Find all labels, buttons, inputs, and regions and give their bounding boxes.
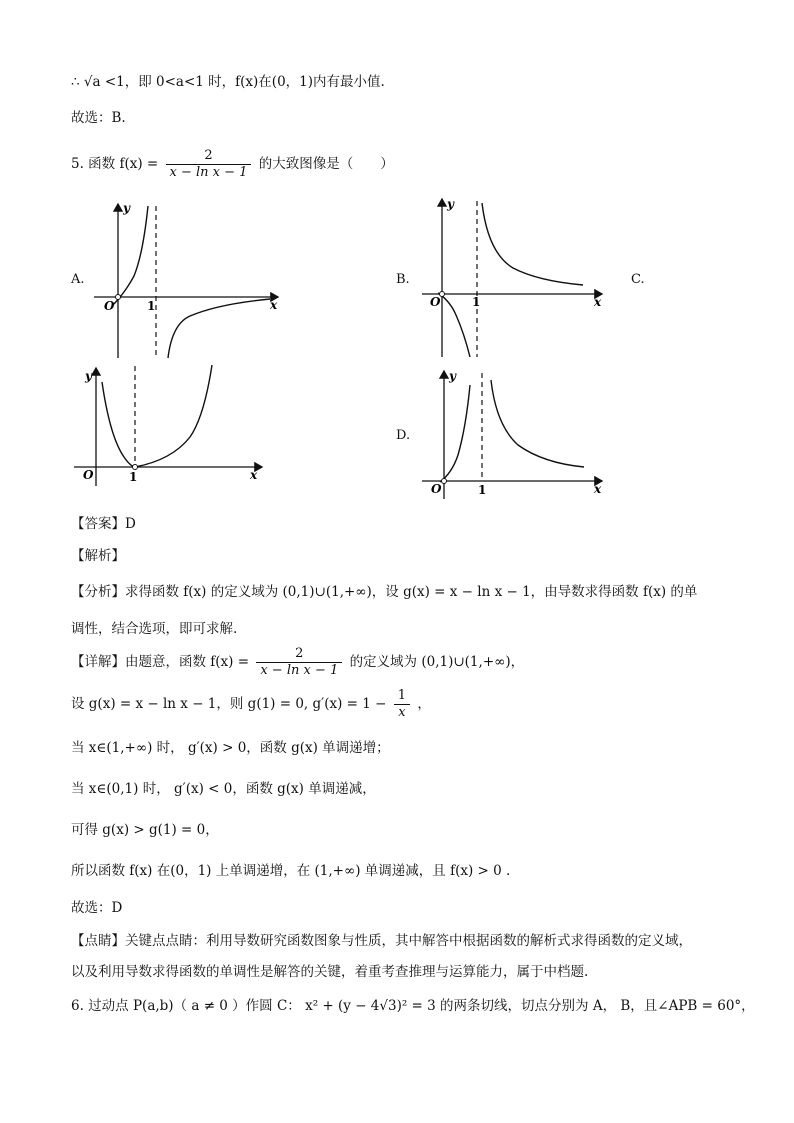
kede-line: 可得 g(x) > g(1) = 0， bbox=[71, 822, 219, 838]
curve-right bbox=[491, 380, 584, 467]
origin-label: O bbox=[104, 299, 115, 313]
origin-label: O bbox=[83, 468, 94, 482]
line-conclusion: ∴ √a <1，即 0<a<1 时，f(x)在(0，1)内有最小值. bbox=[71, 74, 385, 90]
jiexi-heading: 【解析】 bbox=[71, 548, 125, 564]
tick-1-label: 1 bbox=[129, 470, 138, 484]
x-label: x bbox=[594, 295, 602, 309]
dianjing-line-1: 【点睛】关键点点睛：利用导数研究函数图象与性质，其中解答中根据函数的解析式求得函数的定义域， bbox=[71, 933, 692, 949]
option-b-label: B. bbox=[396, 272, 410, 287]
increasing-line: 当 x∈(1,+∞) 时， g′(x) > 0，函数 g(x) 单调递增； bbox=[71, 740, 390, 756]
origin-hole bbox=[116, 295, 121, 300]
xiangjie-suffix: 的定义域为 (0,1)∪(1,+∞)， bbox=[349, 654, 525, 670]
x-label: x bbox=[594, 482, 602, 496]
question-6: 6. 过动点 P(a,b)（ a ≠ 0 ）作圆 C： x² + (y − 4√3)² = 3 的两条切线，切点分别为 A， B，且∠APB = 60°， bbox=[71, 998, 755, 1014]
xiangjie-line bbox=[71, 646, 524, 679]
origin-hole bbox=[442, 479, 447, 484]
q5-suffix: 的大致图像是（ ） bbox=[258, 156, 394, 172]
fenxi-line-2: 调性，结合选项，即可求解. bbox=[71, 621, 238, 637]
answer-line: 【答案】D bbox=[71, 516, 136, 532]
curve-left bbox=[102, 382, 135, 467]
y-label: y bbox=[123, 201, 130, 215]
q5-fraction bbox=[166, 148, 252, 181]
g-numerator: 1 bbox=[394, 688, 410, 705]
g-definition-line bbox=[71, 688, 431, 721]
y-label: y bbox=[447, 197, 454, 211]
line-choose-b: 故选：B. bbox=[71, 110, 126, 126]
q5-denominator: x − ln x − 1 bbox=[169, 165, 248, 180]
graph-a bbox=[90, 196, 290, 361]
tick-1-label: 1 bbox=[478, 483, 487, 497]
q5-numerator: 2 bbox=[166, 148, 252, 165]
point-1-hole bbox=[133, 465, 138, 470]
q5-prefix: 5. 函数 f(x) = bbox=[71, 156, 159, 172]
x-label: x bbox=[270, 298, 278, 312]
origin-label: O bbox=[430, 295, 441, 309]
tick-1-label: 1 bbox=[472, 295, 481, 309]
curve-left bbox=[114, 206, 148, 304]
curve-right bbox=[135, 365, 212, 467]
dianjing-line-2: 以及利用导数求得函数的单调性是解答的关键，着重考查推理与运算能力，属于中档题. bbox=[71, 964, 589, 980]
question-5 bbox=[71, 148, 394, 181]
decreasing-line: 当 x∈(0,1) 时， g′(x) < 0，函数 g(x) 单调递减， bbox=[71, 781, 376, 797]
curve-right bbox=[168, 299, 270, 358]
option-d-label: D. bbox=[396, 428, 411, 443]
graph-d bbox=[418, 365, 608, 500]
origin-label: O bbox=[431, 482, 442, 496]
graph-b bbox=[418, 193, 608, 360]
curve-right bbox=[482, 203, 583, 285]
g-denominator: x bbox=[398, 705, 406, 720]
xiangjie-prefix: 【详解】由题意，函数 f(x) = bbox=[71, 654, 250, 670]
y-label: y bbox=[449, 369, 456, 383]
choose-d-line: 故选：D bbox=[71, 900, 123, 916]
x-label: x bbox=[250, 468, 258, 482]
curve-left bbox=[438, 293, 470, 357]
y-label: y bbox=[85, 369, 92, 383]
option-a-label: A. bbox=[71, 272, 85, 287]
xiangjie-fraction bbox=[256, 646, 342, 679]
xiangjie-numerator: 2 bbox=[256, 646, 342, 663]
option-c-label: C. bbox=[631, 272, 645, 287]
g-suffix: ， bbox=[417, 696, 431, 712]
g-prefix: 设 g(x) = x − ln x − 1，则 g(1) = 0, g′(x) = 1 − bbox=[71, 696, 387, 712]
graph-c bbox=[72, 362, 267, 487]
fenxi-line-1: 【分析】求得函数 f(x) 的定义域为 (0,1)∪(1,+∞)，设 g(x) = x − ln x − 1，由导数求得函数 f(x) 的单 bbox=[71, 584, 698, 600]
g-fraction bbox=[394, 688, 410, 721]
xiangjie-denominator: x − ln x − 1 bbox=[260, 663, 339, 678]
suoyi-line: 所以函数 f(x) 在(0，1) 上单调递增，在 (1,+∞) 单调递减，且 f(x) > 0 . bbox=[71, 863, 511, 879]
tick-1-label: 1 bbox=[147, 299, 156, 313]
